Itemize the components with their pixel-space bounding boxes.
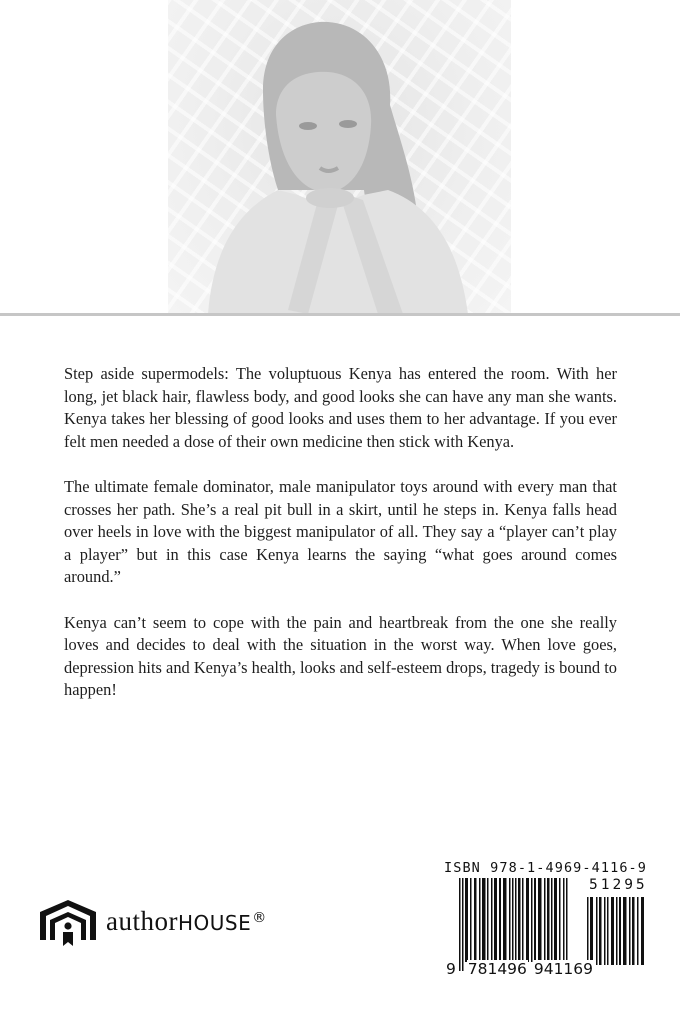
authorhouse-logo-icon <box>38 896 98 946</box>
portrait-photo-icon <box>168 0 511 314</box>
publisher-name <box>106 906 266 937</box>
barcode-group-2: 941169 <box>533 960 594 978</box>
publisher-name-author: author <box>106 905 178 936</box>
barcode-digits <box>445 960 594 978</box>
blurb-paragraph-2: The ultimate female dominator, male manipulator toys around with every man that crosses her path. She’s a real pit bull in a skirt, until he steps in. Kenya falls head over heels in love with the biggest manipulator of all. They say a “player can’t play a player” but in this case Kenya learns the saying “what goes around comes around.” <box>64 476 617 587</box>
barcode-lead-digit: 9 <box>446 960 456 978</box>
price-barcode-bars-icon <box>587 897 645 965</box>
isbn-barcode <box>437 860 649 988</box>
blurb-paragraph-1: Step aside supermodels: The voluptuous Kenya has entered the room. With her long, jet black hair, flawless body, and good looks she can have any man she wants. Kenya takes her blessing of good looks and uses them to her advantage. If you ever felt men needed a dose of their own medicine then stick with Kenya. <box>64 364 617 451</box>
publisher-logo <box>38 897 266 945</box>
publisher-name-house: HOUSE <box>177 910 252 935</box>
back-cover-blurb <box>64 363 617 725</box>
divider-line <box>0 313 680 316</box>
registered-mark: ® <box>252 909 267 926</box>
barcode-bars-icon <box>459 878 569 971</box>
blurb-paragraph-3: Kenya can’t seem to cope with the pain and heartbreak from the one she really loves and decides to deal with the situation in the worst way. When love goes, depression hits and Kenya’s health, looks and self-esteem drops, tragedy is bound to happen! <box>64 612 617 700</box>
barcode-group-1: 781496 <box>467 960 527 978</box>
price-code: 51295 <box>589 877 648 893</box>
isbn-label: ISBN 978-1-4969-4116-9 <box>444 860 648 876</box>
cover-photo <box>168 0 511 314</box>
